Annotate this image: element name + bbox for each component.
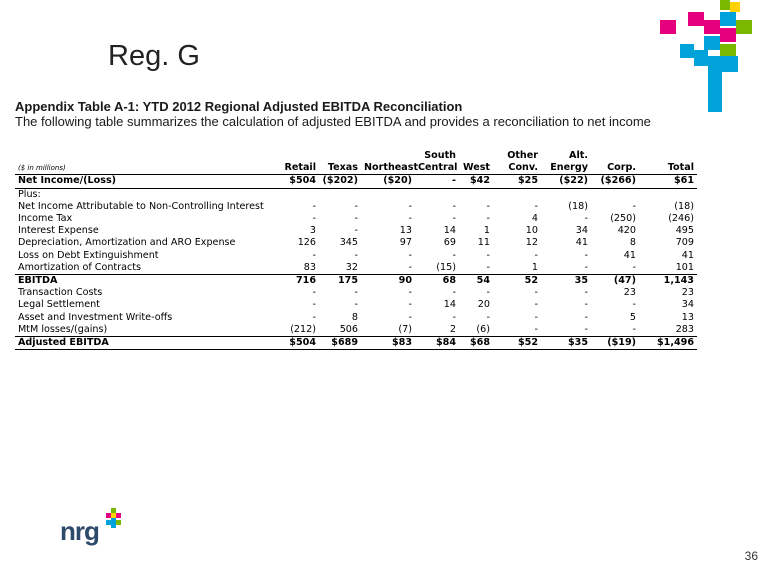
row-value: - [408, 261, 412, 273]
header-blank [15, 150, 273, 162]
row-value: $83 [361, 336, 415, 349]
row-label: Depreciation, Amortization and ARO Expense [18, 237, 236, 249]
row-value: 8 [351, 311, 358, 323]
row-value: - [584, 299, 588, 311]
row-value: $61 [639, 175, 697, 188]
col-head-corp: Corp. [591, 162, 639, 175]
row-value: $84 [415, 336, 459, 349]
row-value: - [584, 249, 588, 261]
row-label: Plus: [18, 188, 41, 200]
table-row [15, 287, 697, 299]
row-value: 13 [399, 225, 412, 237]
row-value: $68 [459, 336, 493, 349]
col-head-texas: Texas [319, 162, 361, 175]
row-value: - [452, 311, 456, 323]
table-row [15, 175, 697, 188]
row-value: 709 [675, 237, 694, 249]
table-row [15, 274, 697, 287]
row-value: (212) [290, 323, 316, 335]
row-value: - [452, 249, 456, 261]
row-value: - [408, 249, 412, 261]
row-value: (18) [568, 200, 588, 212]
row-value: 11 [477, 237, 490, 249]
row-label: Amortization of Contracts [18, 261, 142, 273]
row-value: 97 [399, 237, 412, 249]
row-value: 68 [415, 274, 459, 287]
table-row [15, 237, 697, 249]
row-value: (7) [398, 323, 412, 335]
row-value: 10 [525, 225, 538, 237]
row-value: - [354, 287, 358, 299]
row-value: - [408, 213, 412, 225]
row-value: - [584, 311, 588, 323]
row-value: - [312, 249, 316, 261]
page-number: 36 [744, 549, 758, 563]
row-value: - [534, 200, 538, 212]
row-value [591, 188, 639, 201]
table-row [15, 299, 697, 311]
row-value: - [312, 287, 316, 299]
row-value: 90 [361, 274, 415, 287]
row-value: ($20) [361, 175, 415, 188]
row-value: - [534, 249, 538, 261]
row-value: 1 [531, 261, 538, 273]
row-value: 3 [309, 225, 316, 237]
col-head-retail: Retail [273, 162, 319, 175]
row-value: 1 [483, 225, 490, 237]
col-head-west: West [459, 162, 493, 175]
row-value: - [632, 261, 636, 273]
row-value: 495 [675, 225, 694, 237]
row-value: ($22) [541, 175, 591, 188]
row-value [493, 188, 541, 201]
col-head-line1 [273, 150, 319, 162]
row-value: 283 [675, 323, 694, 335]
row-value: 126 [297, 237, 316, 249]
row-value: - [486, 287, 490, 299]
row-label: Net Income/(Loss) [15, 175, 273, 188]
row-value: - [354, 299, 358, 311]
row-value: - [486, 261, 490, 273]
row-value: - [312, 200, 316, 212]
logo-wordmark: nrg [60, 516, 99, 546]
row-label: Adjusted EBITDA [15, 336, 273, 349]
row-value: 420 [617, 225, 636, 237]
row-value: $689 [319, 336, 361, 349]
row-value [361, 188, 415, 201]
row-value: 4 [531, 213, 538, 225]
row-label: Interest Expense [18, 225, 99, 237]
col-head-line1: Other [507, 150, 538, 162]
row-value: 41 [681, 249, 694, 261]
row-value: - [312, 311, 316, 323]
table-row [15, 213, 697, 225]
row-value: 35 [541, 274, 591, 287]
row-value: - [486, 200, 490, 212]
row-value: - [486, 311, 490, 323]
row-value: 345 [339, 237, 358, 249]
col-head-other-conv: Conv. [493, 162, 541, 175]
row-value: 13 [681, 311, 694, 323]
row-label: Net Income Attributable to Non-Controlling Interest [18, 200, 264, 212]
col-head-northeast: Northeast [361, 162, 415, 175]
row-value: ($202) [319, 175, 361, 188]
row-value: - [452, 287, 456, 299]
row-value: 23 [681, 287, 694, 299]
row-value: $504 [273, 336, 319, 349]
row-value [459, 188, 493, 201]
row-value [273, 188, 319, 201]
col-head-south-central: Central [415, 162, 459, 175]
row-value: (246) [668, 213, 694, 225]
row-value: - [452, 213, 456, 225]
row-value: 101 [675, 261, 694, 273]
row-value: ($266) [591, 175, 639, 188]
row-value: - [534, 323, 538, 335]
row-value: 54 [459, 274, 493, 287]
row-value: 69 [443, 237, 456, 249]
table-row [15, 336, 697, 349]
row-value: - [584, 261, 588, 273]
col-head-line1: Alt. [569, 150, 588, 162]
heading-block [15, 99, 775, 129]
row-value: - [632, 299, 636, 311]
row-value: - [408, 311, 412, 323]
table-row [15, 188, 697, 201]
table-row [15, 311, 697, 323]
row-value: - [452, 200, 456, 212]
row-label: EBITDA [15, 274, 273, 287]
col-head-total: Total [639, 162, 697, 175]
slide-title: Reg. G [108, 40, 200, 72]
row-label: Income Tax [18, 213, 73, 225]
row-value: - [415, 175, 459, 188]
row-value: $52 [493, 336, 541, 349]
row-value: 716 [273, 274, 319, 287]
row-value: - [408, 299, 412, 311]
row-value: - [534, 299, 538, 311]
table-row [15, 324, 697, 337]
table-row [15, 250, 697, 262]
unit-label: ($ in millions) [15, 162, 273, 175]
row-value: (47) [591, 274, 639, 287]
col-head-line1 [319, 150, 361, 162]
row-value: - [354, 200, 358, 212]
row-value: 41 [623, 249, 636, 261]
row-value: 83 [303, 261, 316, 273]
col-head-alt-energy: Energy [541, 162, 591, 175]
row-value: 2 [449, 323, 456, 335]
row-label: Loss on Debt Extinguishment [18, 249, 159, 261]
row-value: 1,143 [639, 274, 697, 287]
row-value: - [486, 213, 490, 225]
row-value: ($19) [591, 336, 639, 349]
row-label: MtM losses/(gains) [18, 323, 108, 335]
header-row-1 [15, 150, 697, 162]
row-label: Transaction Costs [18, 287, 103, 299]
table-row [15, 262, 697, 275]
row-value: 23 [623, 287, 636, 299]
row-value: (15) [436, 261, 456, 273]
row-label: Asset and Investment Write-offs [18, 311, 173, 323]
row-value: - [632, 200, 636, 212]
nrg-logo [60, 508, 140, 556]
row-value: 34 [681, 299, 694, 311]
col-head-line1 [591, 150, 639, 162]
row-value: 506 [339, 323, 358, 335]
row-value: - [354, 249, 358, 261]
row-value: - [584, 287, 588, 299]
row-value: - [534, 311, 538, 323]
row-value: 32 [345, 261, 358, 273]
row-value: 52 [493, 274, 541, 287]
row-value: (18) [674, 200, 694, 212]
row-value: $504 [273, 175, 319, 188]
row-value [639, 188, 697, 201]
row-value: - [312, 213, 316, 225]
row-value: 34 [575, 225, 588, 237]
row-value: - [534, 287, 538, 299]
row-value: - [354, 225, 358, 237]
row-value: $25 [493, 175, 541, 188]
row-value: 20 [477, 299, 490, 311]
row-value: $35 [541, 336, 591, 349]
col-head-line1 [459, 150, 493, 162]
row-value: 5 [629, 311, 636, 323]
row-value: - [312, 299, 316, 311]
table-row [15, 225, 697, 237]
row-label: Legal Settlement [18, 299, 100, 311]
row-value: - [354, 213, 358, 225]
row-value [541, 188, 591, 201]
row-value: 175 [319, 274, 361, 287]
row-value: - [584, 213, 588, 225]
row-value: 8 [629, 237, 636, 249]
row-value: $1,496 [639, 336, 697, 349]
table-row [15, 201, 697, 213]
header-row-2 [15, 162, 697, 175]
brand-pixel-graphic [660, 0, 780, 115]
row-value: 14 [443, 225, 456, 237]
row-value: - [632, 323, 636, 335]
row-value: - [584, 323, 588, 335]
reconciliation-table [15, 150, 697, 350]
row-value: (6) [476, 323, 490, 335]
table-heading: Appendix Table A-1: YTD 2012 Regional Adjusted EBITDA Reconciliation [15, 99, 463, 114]
row-value: 14 [443, 299, 456, 311]
row-value [319, 188, 361, 201]
row-value [415, 188, 459, 201]
col-head-line1: South [424, 150, 456, 162]
col-head-line1 [361, 150, 415, 162]
row-value: - [486, 249, 490, 261]
table-subheading: The following table summarizes the calculation of adjusted EBITDA and provides a reconciliation to net income [15, 114, 651, 129]
row-value: (250) [610, 213, 636, 225]
logo-pixel-icon [102, 508, 126, 532]
col-head-line1 [639, 150, 697, 162]
row-value: 12 [525, 237, 538, 249]
row-value: $42 [459, 175, 493, 188]
row-value: - [408, 200, 412, 212]
row-value: - [408, 287, 412, 299]
row-value: 41 [575, 237, 588, 249]
